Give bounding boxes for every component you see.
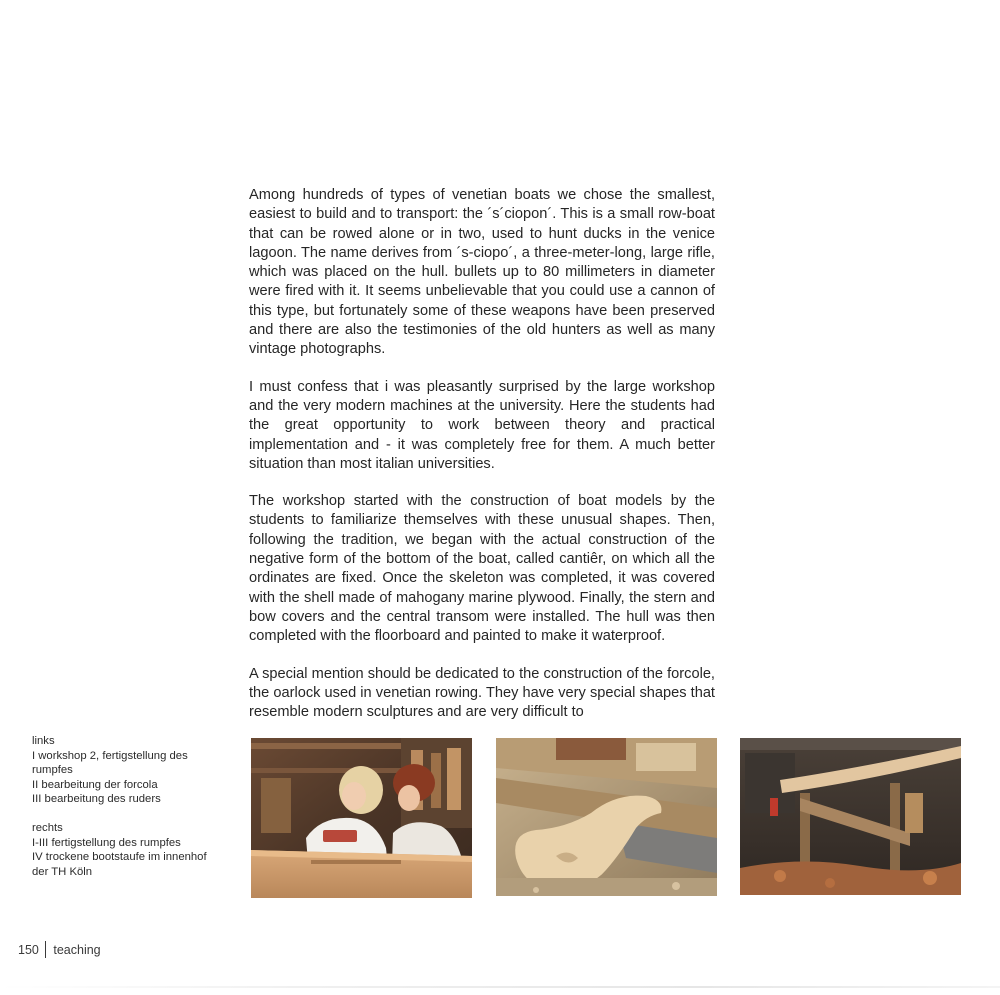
caption-heading-links: links xyxy=(32,735,55,747)
caption-block-links xyxy=(32,734,222,807)
photo-oar-carving xyxy=(740,738,961,895)
photo-workshop-hull xyxy=(251,738,472,898)
footer-divider xyxy=(45,941,47,958)
caption-block-rechts xyxy=(32,821,222,879)
paragraph-2: I must confess that i was pleasantly surprised by the large workshop and the very modern machines at the university. Here the students had the great opportunity to work between theory and practical implementation and - it was completely free for them. A much better situation than most italian universities. xyxy=(249,378,715,472)
page-footer xyxy=(18,941,101,958)
page-edge-line xyxy=(0,986,1000,988)
paragraph-1: Among hundreds of types of venetian boats we chose the smallest, easiest to build and to transport: the ´s´ciopon´. This is a small row-boat that can be rowed alone or in two, used to hunt ducks in the venice lagoon. The name derives from ´s-ciopo´, a three-meter-long, large rifle, which was placed on the hull. bullets up to 80 millimeters in diameter were fired with it. It seems unbelievable that you could use a cannon of this type, but fortunately some of these weapons have been preserved and there are also the testimonies of the old hunters as well as many vintage photographs. xyxy=(249,187,715,358)
caption-line: II bearbeitung der forcola xyxy=(32,778,158,791)
photo-captions xyxy=(32,734,222,893)
page-number: 150 xyxy=(18,942,39,957)
caption-line: I workshop 2, fertigstellung des rumpfes xyxy=(32,749,188,777)
body-text xyxy=(249,186,715,740)
caption-line: I-III fertigstellung des rumpfes xyxy=(32,836,181,849)
section-name: teaching xyxy=(53,942,101,957)
paragraph-3: The workshop started with the construction of boat models by the students to familiarize themselves with these unusual shapes. Then, following the tradition, we began with the actual construction of the negative form of the bottom of the boat, called cantiêr, on which all the ordinates are fixed. Once the skeleton was completed, it was covered with the shell made of mahogany marine plywood. Finally, the stern and bow covers and the central transom were installed. The hull was then completed with the floorboard and painted to make it waterproof. xyxy=(249,493,715,645)
photo-forcola-carving xyxy=(496,738,717,896)
caption-line: IV trockene bootstaufe im innenhof der TH Köln xyxy=(32,851,207,878)
paragraph-4: A special mention should be dedicated to the construction of the forcole, the oarlock used in venetian rowing. They have very special shapes that resemble modern sculptures and are very difficult to xyxy=(249,665,715,721)
caption-heading-rechts: rechts xyxy=(32,821,63,834)
caption-line: III bearbeitung des ruders xyxy=(32,793,161,806)
